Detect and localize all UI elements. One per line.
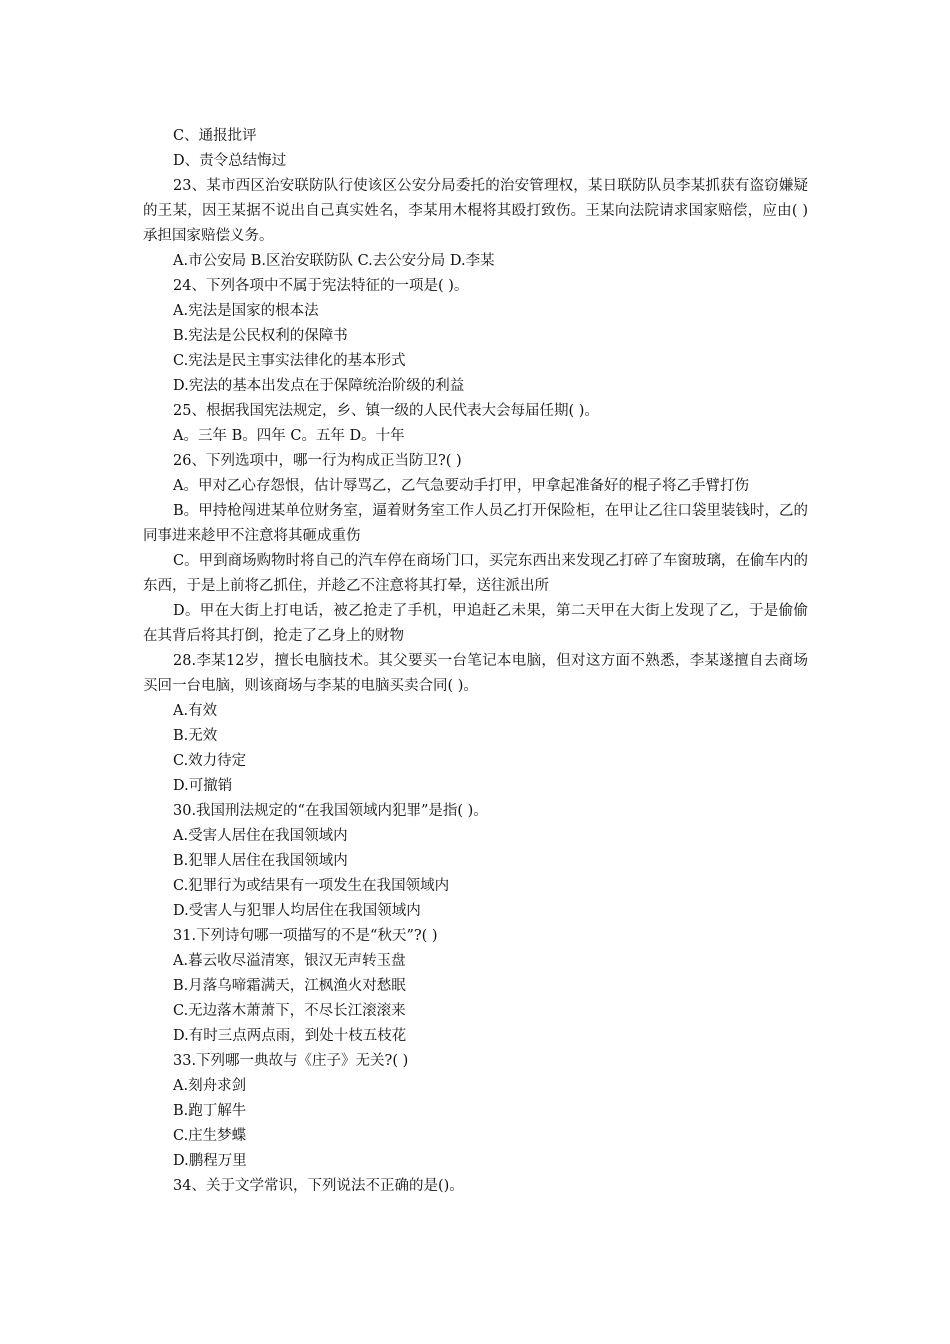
question-34: 34、关于文学常识，下列说法不正确的是()。 — [173, 1178, 464, 1194]
question-25-options: A。三年 B。四年 C。五年 D。十年 — [173, 428, 405, 444]
question-31: 31.下列诗句哪一项描写的不是“秋天”?( ) — [173, 928, 438, 944]
question-31-option-b: B.月落乌啼霜满天，江枫渔火对愁眠 — [173, 978, 406, 994]
question-30-option-a: A.受害人居住在我国领域内 — [173, 828, 348, 844]
question-31-option-d: D.有时三点两点雨，到处十枝五枝花 — [173, 1028, 407, 1044]
question-33-option-d: D.鹏程万里 — [173, 1153, 247, 1169]
question-28-option-b: B.无效 — [173, 728, 218, 744]
question-33-option-b: B.跑丁解牛 — [173, 1103, 247, 1119]
question-24-option-d: D.宪法的基本出发点在于保障统治阶级的利益 — [173, 378, 465, 394]
question-26: 26、下列选项中，哪一行为构成正当防卫?( ) — [173, 453, 462, 469]
question-30-option-b: B.犯罪人居住在我国领域内 — [173, 853, 348, 869]
question-25: 25、根据我国宪法规定，乡、镇一级的人民代表大会每届任期( )。 — [173, 403, 599, 419]
question-30-option-d: D.受害人与犯罪人均居住在我国领域内 — [173, 903, 421, 919]
question-23-options: A.市公安局 B.区治安联防队 C.去公安分局 D.李某 — [173, 253, 495, 269]
question-26-option-b: B。甲持枪闯进某单位财务室，逼着财务室工作人员乙打开保险柜，在甲让乙往口袋里装钱时，乙的同事进来趁甲不注意将其砸成重伤 — [143, 503, 808, 544]
question-23: 23、某市西区治安联防队行使该区公安分局委托的治安管理权，某日联防队员李某抓获有盗窃嫌疑的王某，因王某据不说出自己真实姓名，李某用木棍将其殴打致伤。王某向法院请求国家赔偿，应由( )承担国家赔偿义务。 — [143, 178, 808, 244]
question-24-option-a: A.宪法是国家的根本法 — [173, 303, 319, 319]
question-28: 28.李某12岁，擅长电脑技术。其父要买一台笔记本电脑，但对这方面不熟悉，李某遂擅自去商场买回一台电脑，则该商场与李某的电脑买卖合同( )。 — [143, 653, 808, 694]
question-24-option-c: C.宪法是民主事实法律化的基本形式 — [173, 353, 406, 369]
question-28-option-d: D.可撤销 — [173, 778, 233, 794]
question-30-option-c: C.犯罪行为或结果有一项发生在我国领域内 — [173, 878, 450, 894]
question-24-option-b: B.宪法是公民权利的保障书 — [173, 328, 348, 344]
question-33-option-c: C.庄生梦蝶 — [173, 1128, 247, 1144]
question-33-option-a: A.刻舟求剑 — [173, 1078, 247, 1094]
question-28-option-a: A.有效 — [173, 703, 218, 719]
option-d-line: D、责令总结悔过 — [173, 153, 287, 169]
option-c-line: C、通报批评 — [173, 128, 257, 144]
document-body — [143, 124, 808, 1199]
question-26-option-a: A。甲对乙心存怨恨，估计辱骂乙，乙气急要动手打甲，甲拿起准备好的棍子将乙手臂打伤 — [173, 478, 749, 494]
question-31-option-a: A.暮云收尽溢清寒，银汉无声转玉盘 — [173, 953, 406, 969]
question-24: 24、下列各项中不属于宪法特征的一项是( )。 — [173, 278, 469, 294]
question-26-option-d: D。甲在大街上打电话，被乙抢走了手机，甲追赶乙未果，第二天甲在大街上发现了乙，于是偷偷在其背后将其打倒，抢走了乙身上的财物 — [143, 603, 808, 644]
question-31-option-c: C.无边落木萧萧下，不尽长江滚滚来 — [173, 1003, 406, 1019]
question-33: 33.下列哪一典故与《庄子》无关?( ) — [173, 1053, 409, 1069]
question-26-option-c: C。甲到商场购物时将自己的汽车停在商场门口，买完东西出来发现乙打碎了车窗玻璃，在偷车内的东西，于是上前将乙抓住，并趁乙不注意将其打晕，送往派出所 — [143, 553, 808, 594]
question-28-option-c: C.效力待定 — [173, 753, 247, 769]
question-30: 30.我国刑法规定的“在我国领域内犯罪”是指( )。 — [173, 803, 488, 819]
